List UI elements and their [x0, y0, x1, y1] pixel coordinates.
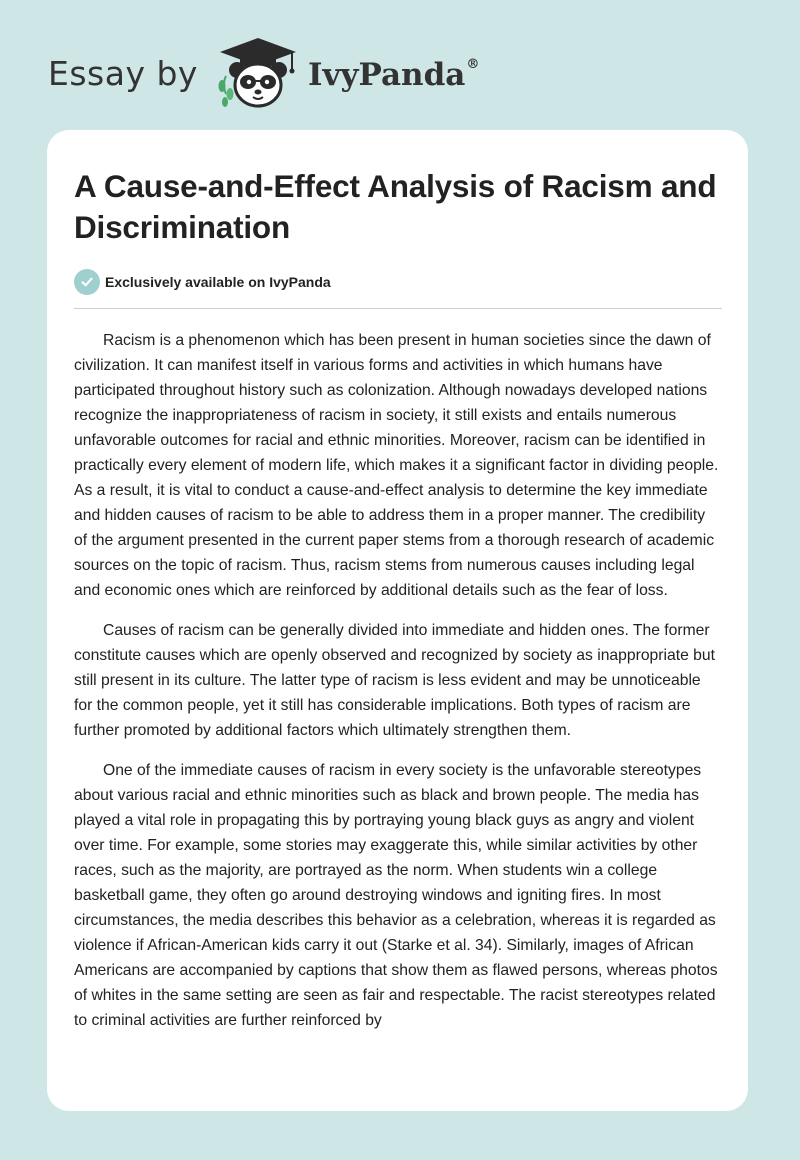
essay-body [74, 328, 722, 1033]
essay-title: A Cause-and-Effect Analysis of Racism and Discrimination [74, 168, 717, 245]
check-circle-icon [74, 269, 100, 295]
essay-card [47, 130, 748, 1111]
essay-paragraph: Racism is a phenomenon which has been present in human societies since the dawn of civilization. It can manifest itself in various forms and activities in which humans have participated throughout history such as colonization. Although nowadays developed nations recognize the inappropriateness of racism in society, it still exists and entails numerous unfavorable outcomes for racial and ethnic minorities. Moreover, racism can be identified in practically every element of modern life, which makes it a significant factor in dividing people. As a result, it is vital to conduct a cause-and-effect analysis to determine the key immediate and hidden causes of racism to be able to address them in a proper manner. The credibility of the argument presented in the current paper stems from a thorough research of academic sources on the topic of racism. Thus, racism stems from numerous causes including legal and economic ones which are reinforced by additional details such as the fear of loss. [74, 332, 719, 599]
brand-name[interactable]: IvyPanda® [307, 57, 480, 93]
essay-paragraph: Causes of racism can be generally divided into immediate and hidden ones. The former constitute causes which are openly observed and recognized by society as inappropriate but still present in its culture. The latter type of racism is less evident and may be unnoticeable for the common people, yet it still has considerable implications. Both types of racism are further promoted by additional factors which ultimately strengthen them. [74, 622, 715, 739]
panda-logo-icon[interactable] [212, 36, 304, 110]
exclusive-badge-label: Exclusively available on IvyPanda [105, 274, 331, 290]
exclusive-badge [74, 269, 722, 295]
title-divider [74, 308, 722, 309]
essay-paragraph: One of the immediate causes of racism in every society is the unfavorable stereotypes about various racial and ethnic minorities such as black and brown people. The media has played a vital role in propagating this by portraying young black guys as angry and violent over time. For example, some stories may exaggerate this, while similar activities by other races, such as the majority, are portrayed as the norm. When students win a college basketball game, they often go around destroying windows and igniting fires. In most circumstances, the media describes this behavior as a celebration, whereas it is regarded as violence if African-American kids carry it out (Starke et al. 34). Similarly, images of African Americans are accompanied by captions that show them as flawed persons, whereas photos of whites in the same setting are seen as fair and respectable. The racist stereotypes related to criminal activities are further reinforced by [74, 762, 718, 1029]
registered-mark: ® [466, 57, 480, 72]
brand-header [48, 36, 479, 110]
brand-prefix: Essay by [48, 53, 198, 93]
